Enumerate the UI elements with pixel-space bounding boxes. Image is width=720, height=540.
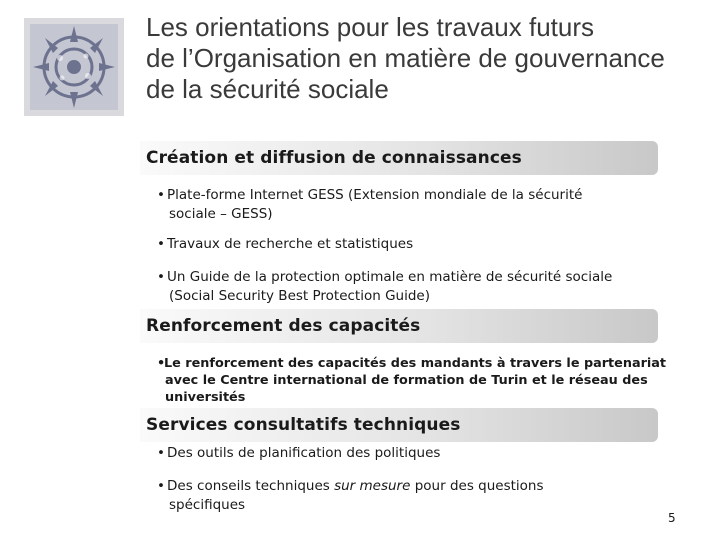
bullet-marker: • bbox=[157, 445, 165, 461]
list-item: • Plate-forme Internet GESS (Extension mondiale de la sécurité sociale – GESS) bbox=[157, 187, 583, 222]
section-heading-advisory: Services consultatifs techniques bbox=[146, 415, 461, 435]
section-heading-capacity: Renforcement des capacités bbox=[146, 316, 421, 336]
bullet-marker: • bbox=[157, 236, 165, 252]
issa-globe-logo-icon bbox=[24, 18, 124, 116]
list-item: • Un Guide de la protection optimale en matière de sécurité sociale (Social Security Best Protection Guide) bbox=[157, 269, 613, 304]
bullet-marker: • bbox=[157, 269, 165, 285]
page-number: 5 bbox=[668, 511, 676, 525]
list-item: •Le renforcement des capacités des mandants à travers le partenariat avec le Centre international de formation de Turin et le réseau des universités bbox=[157, 356, 667, 405]
bullet-marker: • bbox=[157, 356, 166, 371]
list-item: • Des conseils techniques sur mesure pour des questions spécifiques bbox=[157, 478, 544, 513]
title-line-1: Les orientations pour les travaux futurs bbox=[146, 12, 595, 42]
bullet-marker: • bbox=[157, 187, 165, 203]
title-line-2: de l’Organisation en matière de gouvernance bbox=[146, 43, 665, 73]
list-item: • Des outils de planification des politiques bbox=[157, 445, 441, 461]
bullet-marker: • bbox=[157, 478, 165, 494]
list-item: • Travaux de recherche et statistiques bbox=[157, 236, 414, 252]
title-line-3: de la sécurité sociale bbox=[146, 74, 389, 104]
page-title bbox=[146, 12, 706, 105]
section-heading-knowledge: Création et diffusion de connaissances bbox=[146, 148, 522, 168]
